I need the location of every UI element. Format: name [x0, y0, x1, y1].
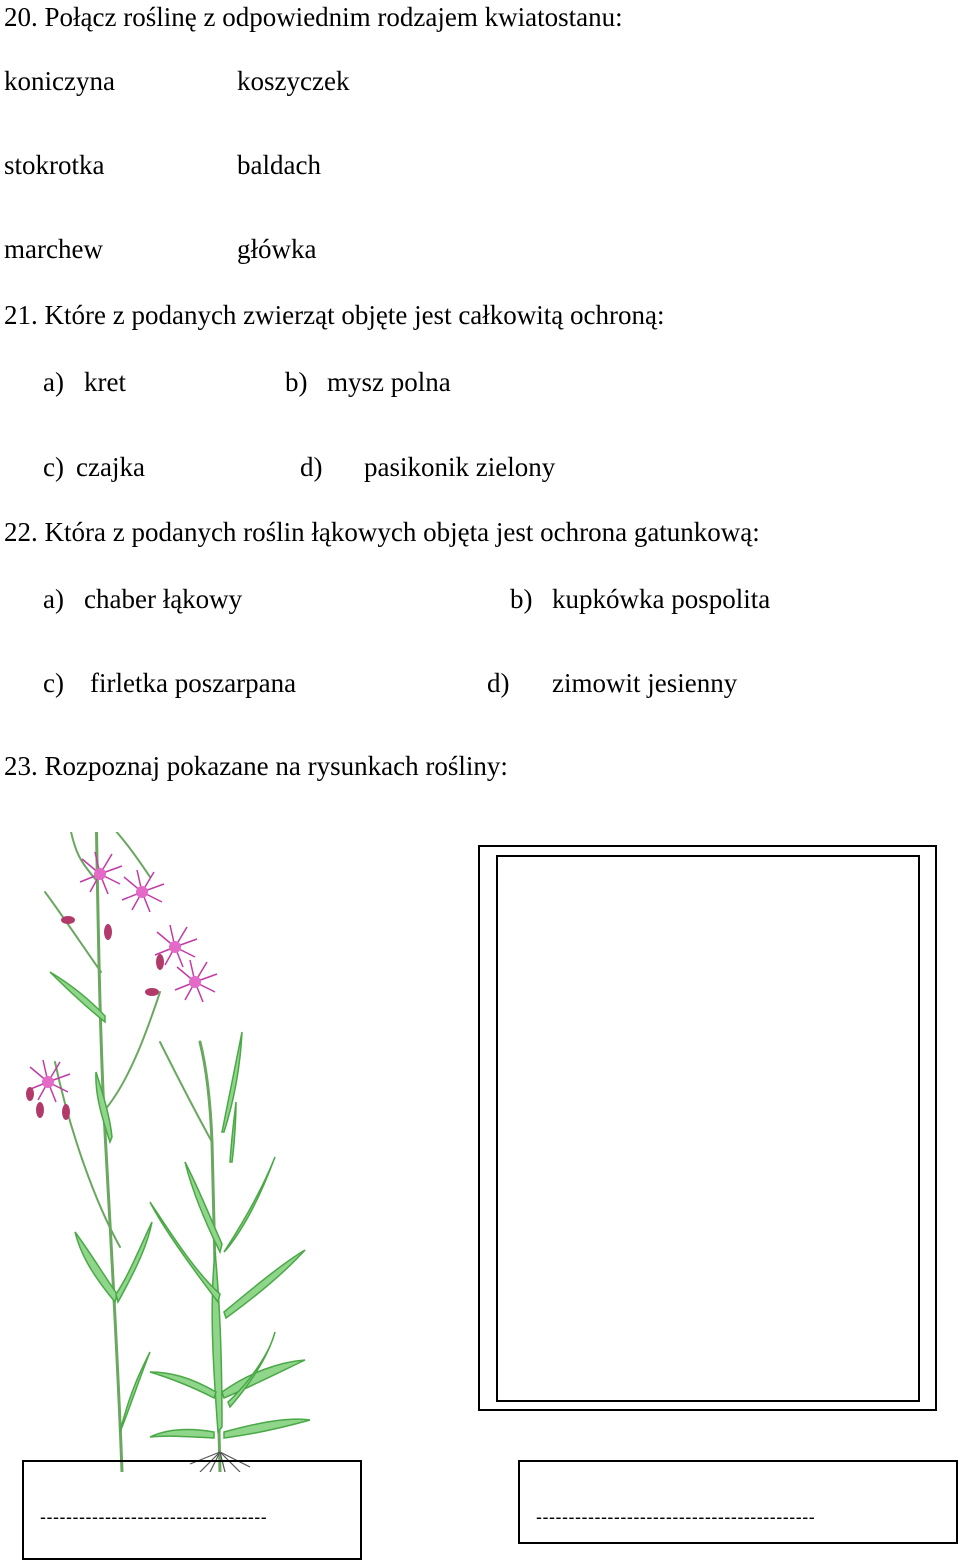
- q22-option-c: firletka poszarpana: [90, 668, 297, 698]
- q21-title: 21. Które z podanych zwierząt objęte jest całkowitą ochroną:: [4, 300, 665, 330]
- answer-blank-right[interactable]: -------------------------------------------: [536, 1507, 816, 1527]
- plant-illustration: [0, 832, 370, 1472]
- q22-option-c-marker: c): [43, 668, 64, 698]
- q22-option-a-marker: a): [43, 584, 64, 614]
- q20-inflorescence-3: główka: [237, 234, 317, 264]
- q22-title: 22. Która z podanych roślin łąkowych objęta jest ochrona gatunkową:: [4, 517, 760, 547]
- q21-option-c: czajka: [76, 452, 145, 482]
- q20-plant-3: marchew: [4, 234, 103, 264]
- q21-option-a: kret: [84, 367, 126, 397]
- q20-title: 20. Połącz roślinę z odpowiednim rodzajem kwiatostanu:: [4, 2, 623, 32]
- q21-option-b: mysz polna: [327, 367, 451, 397]
- drawing-frame-inner: [496, 855, 920, 1402]
- q20-plant-1: koniczyna: [4, 66, 115, 96]
- q20-plant-2: stokrotka: [4, 150, 105, 180]
- q23-title: 23. Rozpoznaj pokazane na rysunkach rośliny:: [4, 751, 508, 781]
- answer-blank-left[interactable]: -----------------------------------: [40, 1507, 268, 1527]
- q21-option-b-marker: b): [285, 367, 308, 397]
- q20-inflorescence-2: baldach: [237, 150, 321, 180]
- q21-option-c-marker: c): [43, 452, 64, 482]
- q22-option-b-marker: b): [510, 584, 533, 614]
- q21-option-d: pasikonik zielony: [364, 452, 556, 482]
- q22-option-b: kupkówka pospolita: [552, 584, 771, 614]
- q20-inflorescence-1: koszyczek: [237, 66, 350, 96]
- q22-option-d: zimowit jesienny: [552, 668, 738, 698]
- answer-box-right[interactable]: [518, 1460, 958, 1544]
- q21-option-d-marker: d): [300, 452, 323, 482]
- q21-option-a-marker: a): [43, 367, 64, 397]
- q22-option-d-marker: d): [487, 668, 510, 698]
- q22-option-a: chaber łąkowy: [84, 584, 243, 614]
